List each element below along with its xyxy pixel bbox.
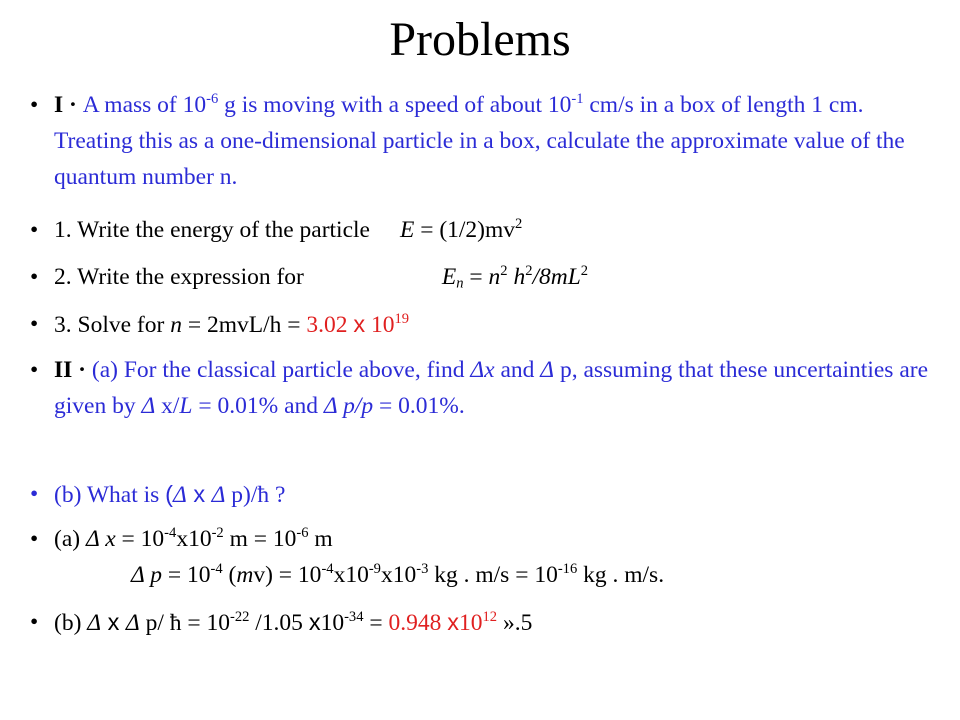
exponent: -16 — [557, 560, 578, 577]
subscript: n — [456, 275, 464, 292]
problem-1-text — [54, 87, 934, 195]
bullet: • — [30, 357, 39, 383]
problem-2-label: II · — [54, 357, 92, 383]
text: ».5 — [497, 610, 533, 636]
text: ( — [222, 562, 237, 588]
exponent: 2 — [580, 262, 589, 279]
formula-symbol: h — [507, 264, 526, 290]
exponent: -6 — [206, 90, 219, 107]
step-3-text — [54, 306, 934, 343]
formula-text: = 2mvL/h = — [181, 312, 307, 338]
text: = 0.01%. — [373, 393, 465, 419]
formula-symbol: E — [399, 217, 415, 243]
answer-a-line-2 — [54, 557, 934, 593]
text: A mass of 10 — [82, 92, 207, 118]
delta: Δ — [470, 357, 485, 383]
text: 10 — [320, 610, 345, 636]
text: cm/s in a box of length 1 cm. Treating this as a one-dimensional particle in a box, calculate the approximate value of the quantum number n. — [54, 92, 905, 190]
exponent: 19 — [394, 310, 410, 327]
bullet: • — [30, 526, 39, 552]
text: x/ — [155, 393, 180, 419]
step-1-text — [54, 212, 934, 248]
answer-b-text — [54, 604, 934, 641]
delta: Δ — [173, 482, 187, 508]
exponent: -2 — [211, 524, 224, 541]
answer-a-text — [54, 521, 934, 593]
delta: Δ — [211, 482, 226, 508]
answer-ratio — [389, 610, 498, 636]
bullet: • — [30, 217, 39, 243]
text: m = 10 — [223, 526, 297, 552]
formula-text: = (1/2)mv — [414, 217, 516, 243]
text: x10 — [333, 562, 369, 588]
formula-symbol: /8mL — [532, 264, 581, 290]
text: 1. Write the energy of the particle — [54, 217, 370, 243]
text: p)/ħ ? — [225, 482, 286, 508]
text: x10 — [176, 526, 212, 552]
text: x10 — [380, 562, 417, 588]
text: p — [144, 562, 162, 588]
text: p/p — [337, 393, 374, 419]
exponent: 12 — [482, 608, 498, 625]
problem-2-text — [54, 352, 934, 424]
bullet: • — [30, 481, 39, 507]
formula-symbol: n — [488, 264, 501, 290]
formula-symbol: E — [441, 264, 457, 290]
exponent: 2 — [515, 215, 523, 232]
exponent: 2 — [500, 262, 508, 279]
text: (a) — [54, 526, 86, 552]
text: m — [236, 562, 254, 588]
text: = 10 — [162, 562, 211, 588]
text: 10 — [459, 610, 483, 636]
exponent: -4 — [164, 524, 177, 541]
text: = — [363, 610, 389, 636]
text: x — [353, 311, 366, 337]
delta: Δ — [131, 562, 145, 588]
text: 0.948 — [388, 610, 448, 636]
text: (b) What is — [54, 482, 166, 508]
text: kg . m/s = 10 — [428, 562, 558, 588]
text: p/ ħ = 10 — [139, 610, 230, 636]
text: (b) — [54, 610, 88, 636]
delta: Δ — [323, 393, 338, 419]
exponent: -9 — [368, 560, 381, 577]
exponent: -4 — [210, 560, 223, 577]
text: = 0.01% and — [192, 393, 324, 419]
step-2-text — [54, 259, 934, 295]
delta: Δ — [85, 526, 100, 552]
text: p, assuming that these uncertainties are given by — [54, 357, 929, 419]
problem-1-label: I · — [54, 92, 83, 118]
delta: Δ — [87, 610, 102, 636]
text: (a) For the classical particle above, find — [91, 357, 471, 383]
exponent: -34 — [344, 608, 364, 625]
exponent: -3 — [416, 560, 429, 577]
delta: Δ — [125, 610, 140, 636]
text: m — [308, 526, 333, 552]
text: L — [179, 393, 193, 419]
text: 3.02 — [306, 312, 354, 338]
answer-n — [306, 312, 409, 338]
text: 3. Solve for — [54, 312, 171, 338]
text: g is moving with a speed of about 10 — [218, 92, 572, 118]
text: x — [99, 526, 116, 552]
slide-title: Problems — [389, 13, 571, 66]
bullet: • — [30, 311, 39, 337]
text: x — [308, 609, 321, 635]
bullet: • — [30, 92, 39, 118]
text: x — [484, 357, 495, 383]
exponent: -22 — [229, 608, 250, 625]
text: x — [101, 609, 126, 635]
text: ( — [165, 481, 173, 507]
exponent: -6 — [296, 524, 309, 541]
text: 10 — [365, 312, 395, 338]
bullet: • — [30, 609, 39, 635]
delta: Δ — [141, 393, 156, 419]
text: v) = 10 — [253, 562, 322, 588]
text: kg . m/s. — [577, 562, 665, 588]
formula-text: = — [463, 264, 489, 290]
answer-a-line-1 — [54, 521, 934, 557]
delta: Δ — [540, 357, 555, 383]
text: 2. Write the expression for — [54, 264, 304, 290]
exponent: -4 — [321, 560, 334, 577]
text: and — [494, 357, 541, 383]
text: = 10 — [115, 526, 165, 552]
text: x — [186, 481, 212, 507]
formula-symbol: n — [170, 312, 182, 338]
bullet: • — [30, 264, 39, 290]
exponent: 2 — [525, 262, 533, 279]
text: /1.05 — [249, 610, 309, 636]
exponent: -1 — [571, 90, 584, 107]
text: x — [447, 609, 459, 635]
problem-2b-text — [54, 476, 934, 513]
